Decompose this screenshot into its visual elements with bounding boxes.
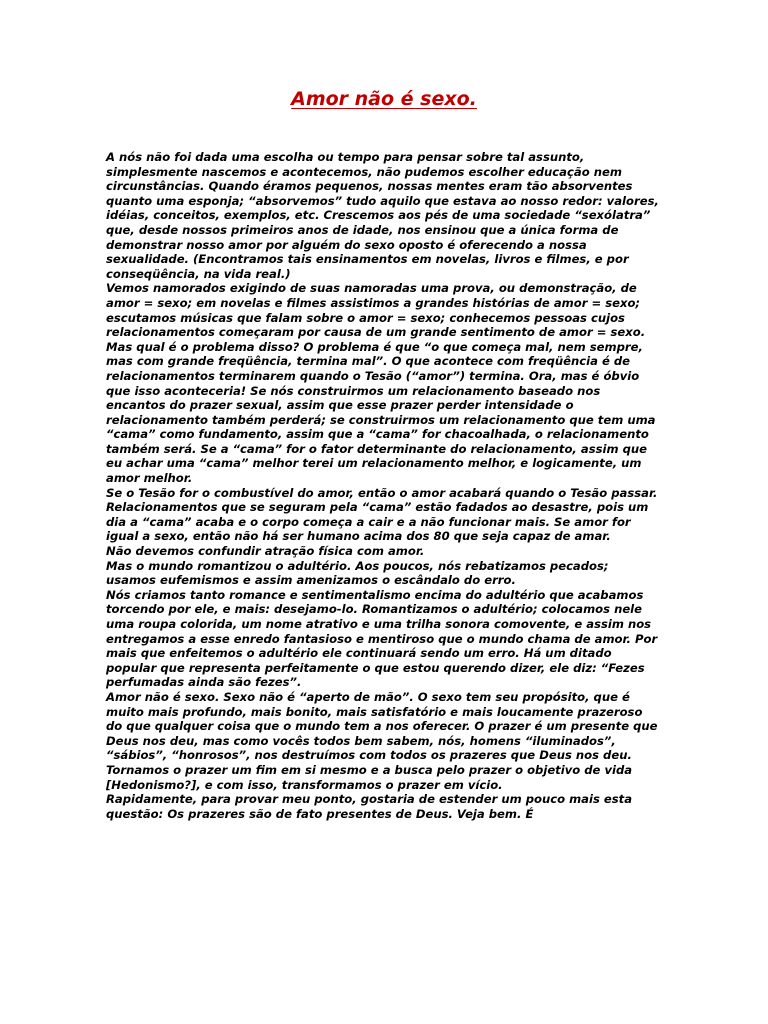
paragraph: Vemos namorados exigindo de suas namoradas uma prova, ou demonstração, de amor = sexo; em novelas e filmes assistimos a grandes histórias de amor = sexo; escutamos músicas que falam sobre o amor = sexo; conhecemos pessoas cujos relacionamentos começaram por causa de um grande sentimento de amor = sexo. Mas qual é o problema disso? O problema é que “o que começa mal, nem sempre, mas com grande freqüência, termina mal”. O que acontece com freqüência é de relacionamentos terminarem quando o Tesão (“amor”) termina. Ora, mas é óbvio que isso aconteceria! Se nós construirmos um relacionamento baseado nos encantos do prazer sexual, assim que esse prazer perder intensidade o relacionamento também perderá; se construirmos um relacionamento que tem uma “cama” como fundamento, assim que a “cama” for chacoalhada, o relacionamento também será. Se a “cama” for o fator determinante do relacionamento, assim que eu achar uma “cama” melhor terei um relacionamento melhor, e logicamente, um amor melhor. bbox=[106, 281, 656, 486]
paragraph: Relacionamentos que se seguram pela “cama” estão fadados ao desastre, pois um dia a “cama” acaba e o corpo começa a cair e a não funcionar mais. Se amor for igual a sexo, então não há ser humano acima dos 80 que seja capaz de amar. bbox=[106, 500, 649, 544]
paragraph: Amor não é sexo. Sexo não é “aperto de mão”. O sexo tem seu propósito, que é muito mais profundo, mais bonito, mais satisfatório e mais loucamente prazeroso do que qualquer coisa que o mundo tem a nos oferecer. O prazer é um presente que Deus nos deu, mas como vocês todos bem sabem, nós, homens “iluminados”, “sábios”, “honrosos”, nos destruímos com todos os prazeres que Deus nos deu. Tornamos o prazer um fim em si mesmo e a busca pelo prazer o objetivo de vida [Hedonismo?], e com isso, transformamos o prazer em vício. bbox=[106, 689, 658, 792]
document-title: Amor não é sexo. bbox=[291, 88, 477, 110]
paragraph: Se o Tesão for o combustível do amor, então o amor acabará quando o Tesão passar. bbox=[106, 485, 658, 500]
paragraph: Mas o mundo romantizou o adultério. Aos poucos, nós rebatizamos pecados; usamos eufemismos e assim amenizamos o escândalo do erro. bbox=[106, 558, 609, 588]
paragraph: Não devemos confundir atração física com amor. bbox=[106, 544, 425, 559]
paragraph: A nós não foi dada uma escolha ou tempo para pensar sobre tal assunto, simplesmente nascemos e acontecemos, não pudemos escolher educação nem circunstâncias. Quando éramos pequenos, nossas mentes eram tão absorventes quanto uma esponja; “absorvemos” tudo aquilo que estava ao nosso redor: valores, idéias, conceitos, exemplos, etc. Crescemos aos pés de uma sociedade “sexólatra” que, desde nossos primeiros anos de idade, nos ensinou que a única forma de demonstrar nosso amor por alguém do sexo oposto é oferecendo a nossa sexualidade. (Encontramos tais ensinamentos em novelas, livros e filmes, e por conseqüência, na vida real.) bbox=[106, 150, 659, 281]
paragraph: Nós criamos tanto romance e sentimentalismo encima do adultério que acabamos torcendo por ele, e mais: desejamo-lo. Romantizamos o adultério; colocamos nele uma roupa colorida, um nome atrativo e uma trilha sonora comovente, e assim nos entregamos a esse enredo fantasioso e mentiroso que o mundo chama de amor. Por mais que enfeitemos o adultério ele continuará sendo um erro. Há um ditado popular que representa perfeitamente o que estou querendo dizer, ele diz: “Fezes perfumadas ainda são fezes”. bbox=[106, 587, 658, 690]
paragraph: Rapidamente, para provar meu ponto, gostaria de estender um pouco mais esta questão: Os prazeres são de fato presentes de Deus. Veja bem. É bbox=[106, 792, 633, 821]
document-body bbox=[106, 150, 662, 821]
